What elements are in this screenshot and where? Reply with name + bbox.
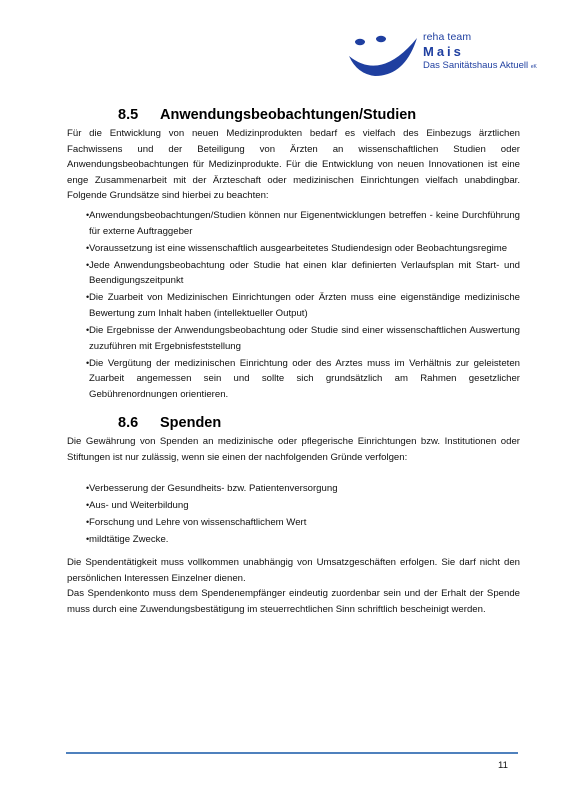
section-8-5-list xyxy=(67,208,520,404)
section-number: 8.5 xyxy=(118,107,139,123)
list-item-text: Aus- und Weiterbildung xyxy=(89,500,189,512)
list-item xyxy=(67,323,520,354)
bullet-icon: • xyxy=(86,259,90,270)
bullet-icon: • xyxy=(86,534,90,545)
section-8-6-closing-2: Das Spendenkonto muss dem Spendenempfänger eindeutig zuordenbar sein und der Erhalt der Spende muss durch eine Zuwendungsbestätigung im steuerrechtlichen Sinn schriftlich bescheinigt werden. xyxy=(67,588,520,615)
logo-subtitle-suffix: eK xyxy=(530,63,537,70)
bullet-icon: • xyxy=(86,325,90,336)
list-item xyxy=(67,356,520,403)
list-item xyxy=(67,258,520,289)
list-item-text: Voraussetzung ist eine wissenschaftlich ausgearbeitetes Studiendesign oder Beobachtungsregime xyxy=(89,242,508,254)
section-heading-8-6 xyxy=(118,415,221,431)
bullet-icon: • xyxy=(86,483,90,493)
company-logo xyxy=(345,24,535,84)
list-item-text: Forschung und Lehre von wissenschaftlichem Wert xyxy=(89,517,307,529)
list-item-text: Anwendungsbeobachtungen/Studien können nur Eigenentwicklungen betreffen - keine Durchführung für externe Auftraggeber xyxy=(89,210,520,237)
section-title: Anwendungsbeobachtungen/Studien xyxy=(160,107,417,123)
logo-subtitle xyxy=(423,61,537,71)
list-item xyxy=(67,208,520,239)
list-item-text: mildtätige Zwecke. xyxy=(89,534,169,546)
footer-rule xyxy=(66,752,518,754)
logo-tagline: reha team xyxy=(423,31,472,43)
list-item-text: Die Zuarbeit von Medizinischen Einrichtungen oder Ärzten muss eine eigenständige medizinische Bewertung zum Inhalt haben (intellektueller Output) xyxy=(89,292,520,320)
section-8-6-list xyxy=(67,481,520,549)
bullet-icon: • xyxy=(86,210,90,220)
bullet-icon: • xyxy=(86,357,90,368)
list-item xyxy=(67,241,520,257)
logo-name: Mais xyxy=(423,43,464,59)
list-item-text: Jede Anwendungsbeobachtung oder Studie hat einen klar definierten Verlaufsplan mit Start- und Beendigungszeitpunkt xyxy=(89,259,520,287)
list-item-text: Die Vergütung der medizinischen Einrichtung oder des Arztes muss im Verhältnis zur geleisteten Zuarbeit angemessen sein und sollte sich grundsätzlich am Rahmen gesetzlicher Gebührenordnungen orientieren. xyxy=(89,357,520,401)
list-item xyxy=(67,498,520,514)
list-item xyxy=(67,532,520,548)
section-8-6-closing-1: Die Spendentätigkeit muss vollkommen unabhängig von Umsatzgeschäften erfolgen. Sie darf nicht den persönlichen Interessen Einzelner dienen. xyxy=(67,557,520,584)
bullet-icon: • xyxy=(86,292,90,303)
logo-wordmark xyxy=(423,32,537,70)
page-number: 11 xyxy=(498,760,508,771)
section-title: Spenden xyxy=(160,415,222,431)
section-heading-8-5 xyxy=(118,107,416,123)
list-item-text: Die Ergebnisse der Anwendungsbeobachtung oder Studie sind einer wissenschaftlichen Auswertung zuzuführen mit Ergebnisfeststellung xyxy=(89,325,520,352)
bullet-icon: • xyxy=(86,242,90,253)
list-item xyxy=(67,515,520,531)
logo-subtitle-text: Das Sanitätshaus Aktuell xyxy=(423,59,529,71)
section-number: 8.6 xyxy=(118,415,139,431)
section-8-6-intro: Die Gewährung von Spenden an medizinische oder pflegerische Einrichtungen bzw. Institutionen oder Stiftungen ist nur zulässig, wenn sie einen der nachfolgenden Gründe verfolgen: xyxy=(67,436,520,463)
bullet-icon: • xyxy=(86,500,90,511)
list-item xyxy=(67,481,520,497)
list-item-text: Verbesserung der Gesundheits- bzw. Patientenversorgung xyxy=(89,483,338,494)
section-8-5-intro: Für die Entwicklung von neuen Medizinprodukten bedarf es vielfach des Einbezugs ärztlichen Fachwissens und der Beteiligung von Ärzten an wissenschaftlichen Studien oder Anwendungsbeobachtungen für Medizinprodukte. Für die Entwicklung von neuen Innovationen ist eine enge Zusammenarbeit mit der Ärzteschaft oder medizinischen Einrichtungen vielfach unabdingbar. Folgende Grundsätze sind hierbei zu beachten: xyxy=(67,128,520,202)
list-item xyxy=(67,290,520,321)
logo-smile-icon xyxy=(345,24,425,84)
bullet-icon: • xyxy=(86,517,90,528)
